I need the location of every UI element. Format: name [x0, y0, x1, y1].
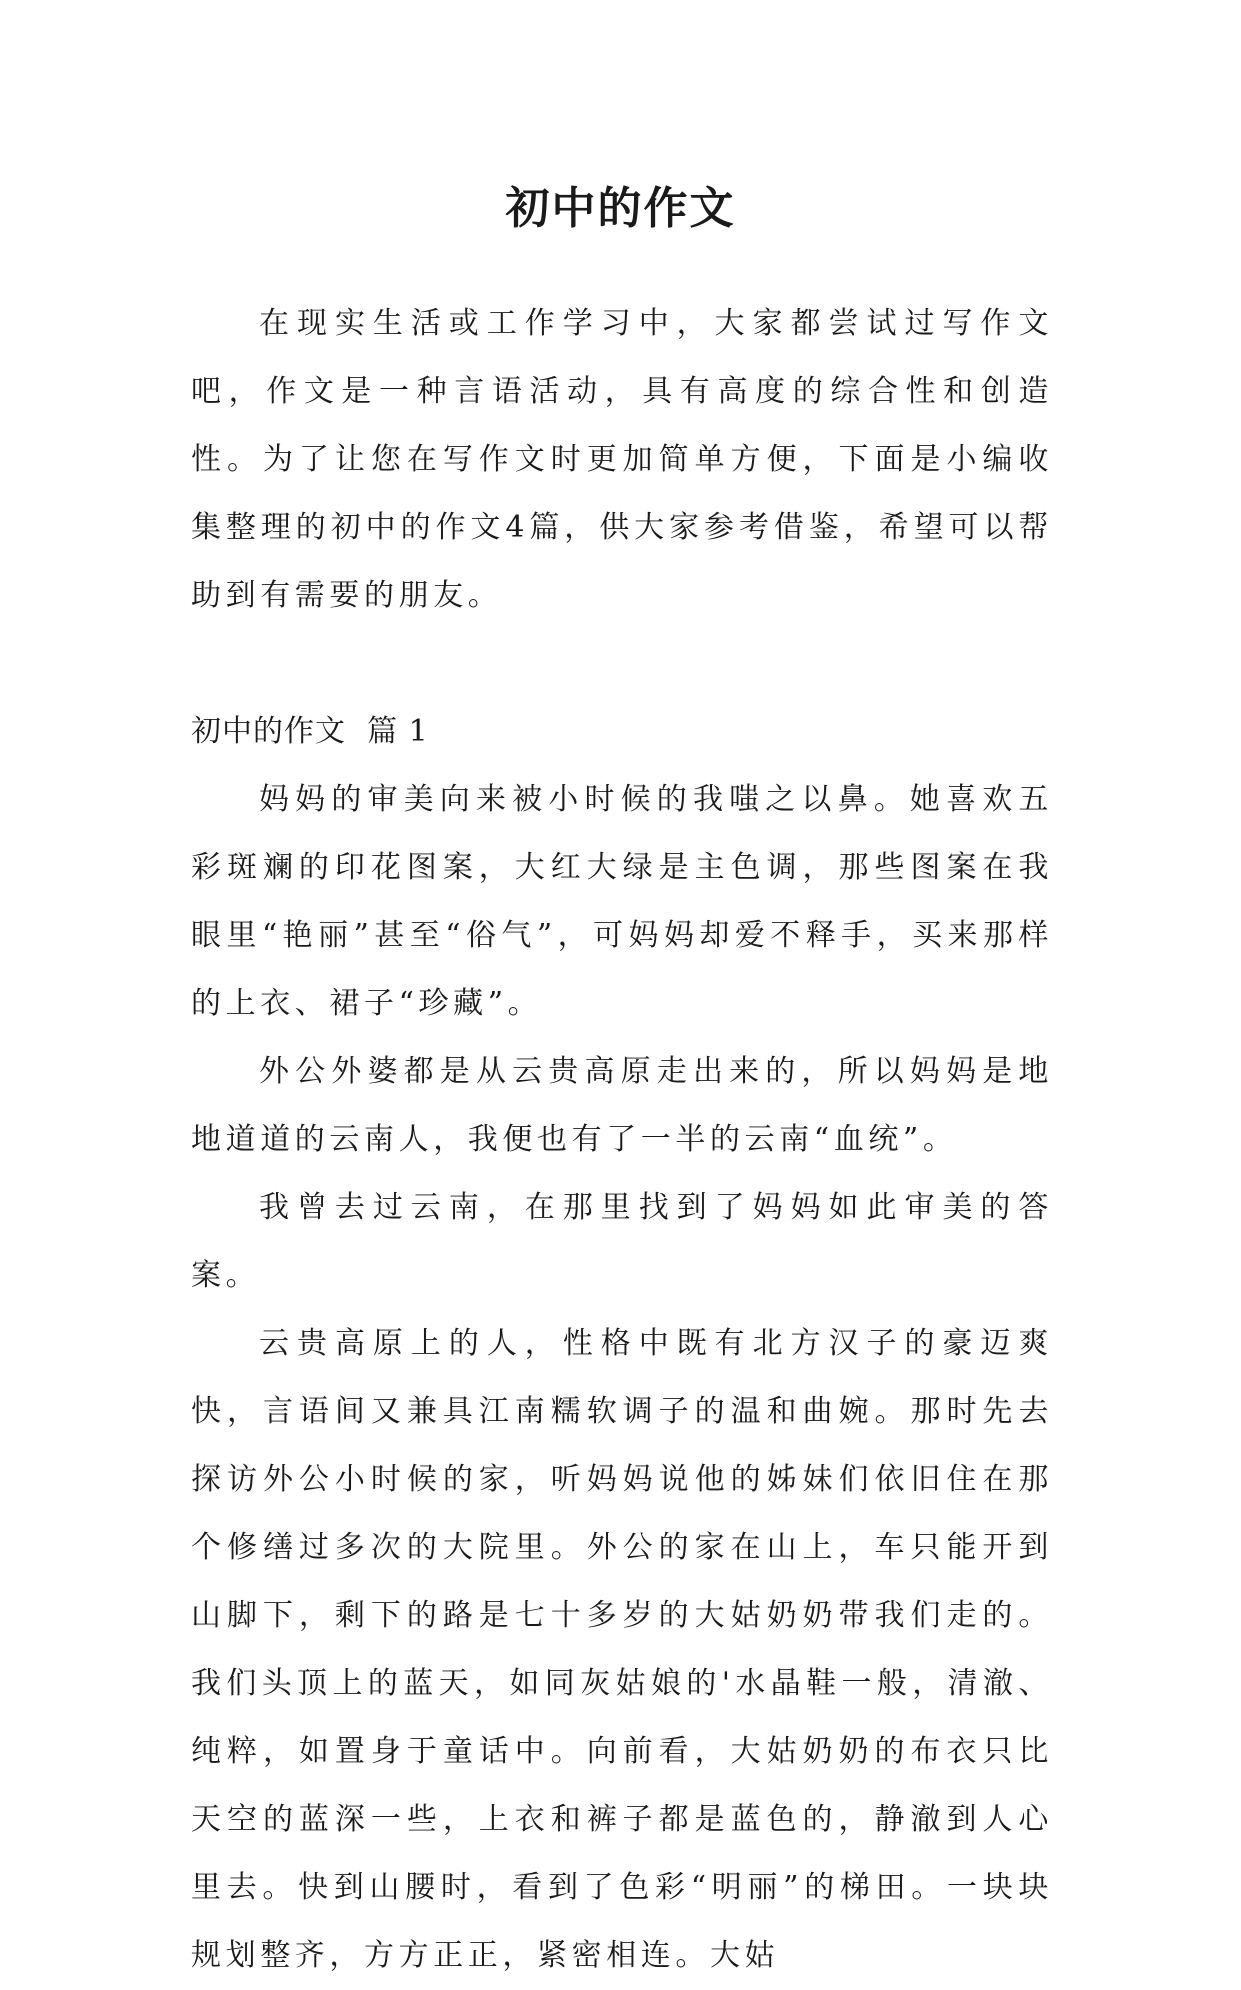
- document-body: [191, 290, 1053, 1990]
- document-title: 初中的作文: [505, 183, 736, 235]
- section-heading: 初中的作文 篇 1: [191, 714, 429, 749]
- body-paragraph: 妈妈的审美向来被小时候的我嗤之以鼻。她喜欢五彩斑斓的印花图案，大红大绿是主色调，那些图案在我眼里“艳丽”甚至“俗气”，可妈妈却爱不释手，买来那样的上衣、裙子“珍藏”。: [191, 782, 1053, 1021]
- intro-paragraph: 在现实生活或工作学习中，大家都尝试过写作文吧，作文是一种言语活动，具有高度的综合性和创造性。为了让您在写作文时更加简单方便，下面是小编收集整理的初中的作文4篇，供大家参考借鉴，希望可以帮助到有需要的朋友。: [191, 306, 1053, 613]
- body-paragraph: 我曾去过云南，在那里找到了妈妈如此审美的答案。: [191, 1190, 1053, 1293]
- paragraph-spacer: [191, 630, 1053, 698]
- body-paragraph: 外公外婆都是从云贵高原走出来的，所以妈妈是地地道道的云南人，我便也有了一半的云南“血统”。: [191, 1054, 1053, 1157]
- body-paragraph: 云贵高原上的人，性格中既有北方汉子的豪迈爽快，言语间又兼具江南糯软调子的温和曲婉。那时先去探访外公小时候的家，听妈妈说他的姊妹们依旧住在那个修缮过多次的大院里。外公的家在山上，车只能开到山脚下，剩下的路是七十多岁的大姑奶奶带我们走的。我们头顶上的蓝天，如同灰姑娘的'水晶鞋一般，清澈、纯粹，如置身于童话中。向前看，大姑奶奶的布衣只比天空的蓝深一些，上衣和裤子都是蓝色的，静澈到人心里去。快到山腰时，看到了色彩“明丽”的梯田。一块块规划整齐，方方正正，紧密相连。大姑: [191, 1326, 1053, 1973]
